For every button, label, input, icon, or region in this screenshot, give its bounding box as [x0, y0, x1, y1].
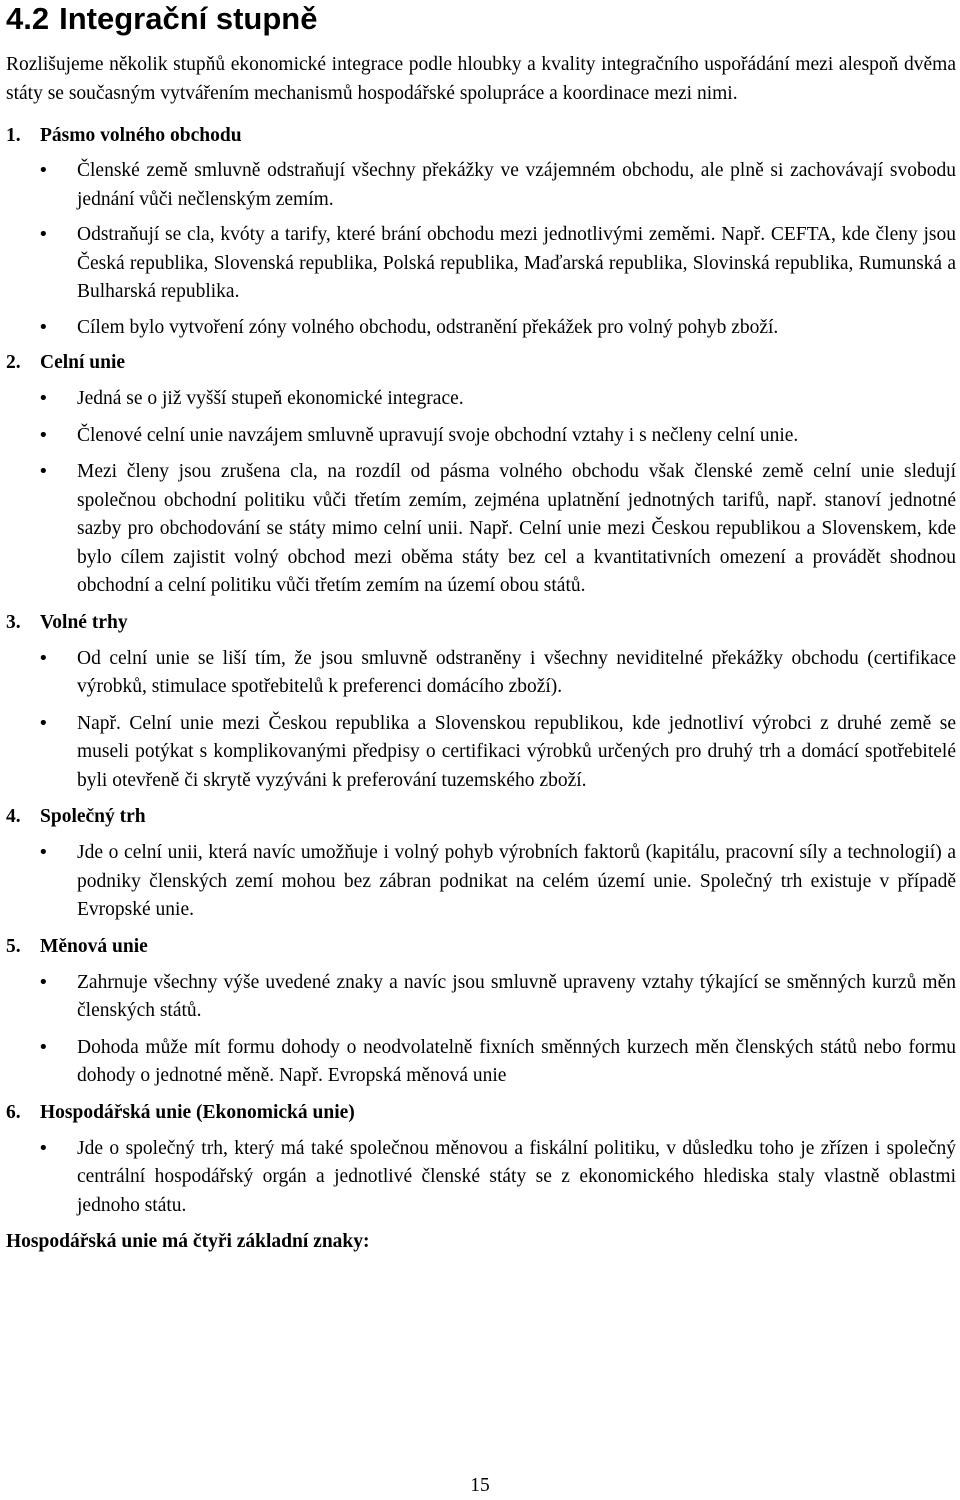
bullet-list — [6, 385, 956, 601]
list-item-text: Jde o celní unii, která navíc umožňuje i volný pohyb výrobních faktorů (kapitálu, pracovní síly a technologií) a podniky členských zemí mohou bez zábran podnikat na celém území unie. Společný trh existuje v případě Evropské unie. — [77, 842, 956, 920]
section-number: 5. — [6, 935, 21, 957]
section-number: 6. — [6, 1101, 21, 1123]
bullet-list — [6, 157, 956, 342]
list-item — [6, 221, 956, 307]
bullet-icon: • — [38, 316, 49, 338]
bullet-icon: • — [38, 160, 49, 181]
chapter-title-text: Integrační stupně — [59, 1, 318, 36]
list-item-text: Jedná se o již vyšší stupeň ekonomické integrace. — [77, 388, 464, 409]
section-title: Společný trh — [40, 806, 146, 827]
section-heading — [6, 803, 956, 831]
page-number: 15 — [470, 1475, 490, 1496]
section-number: 4. — [6, 806, 21, 827]
list-item-text: Odstraňují se cla, kvóty a tarify, které brání obchodu mezi jednotlivými zeměmi. Např. CEFTA, kde členy jsou Česká republika, Slovenská republika, Polská republika, Maďarská republika, Slovinská republika, Rumunská a Bulharská republika. — [77, 224, 956, 302]
list-item-text: Mezi členy jsou zrušena cla, na rozdíl od pásma volného obchodu však členské země celní unie sledují společnou obchodní politiku vůči třetím zemím, zejména uplatnění jednotných tarifů, např. stanoví jednotné sazby pro obchodování se státy mimo celní unii. Např. Celní unie mezi Českou republikou a Slovenskem, kde bylo cílem zajistit volný obchod mezi oběma státy bez cel a kvantitativních omezení a provádět shodnou obchodní a celní politiku vůči třetím zemím na území obou států. — [77, 461, 956, 596]
list-item-text: Zahrnuje všechny výše uvedené znaky a navíc jsou smluvně upraveny vztahy týkající se směnných kurzů měn členských států. — [77, 971, 956, 1021]
bullet-list — [6, 645, 956, 796]
section-number: 3. — [6, 611, 21, 633]
bullet-list — [6, 839, 956, 925]
chapter-title — [6, 0, 956, 38]
bullet-icon: • — [38, 647, 49, 669]
section-number: 2. — [6, 352, 21, 373]
list-item-text: Jde o společný trh, který má také společnou měnovou a fiskální politiku, v důsledku toho je zřízen i společný centrální hospodářský orgán a jednotlivé členské státy se z ekonomického hlediska staly vlastně oblastmi jednoho státu. — [77, 1137, 956, 1216]
bullet-icon: • — [38, 388, 49, 409]
bullet-icon: • — [38, 461, 49, 482]
list-item — [6, 157, 956, 214]
list-item — [6, 1034, 956, 1091]
list-item-text: Členové celní unie navzájem smluvně upravují svoje obchodní vztahy i s nečleny celní unie. — [77, 424, 799, 446]
final-heading: Hospodářská unie má čtyři základní znaky: — [6, 1231, 370, 1252]
list-item — [6, 1135, 956, 1221]
list-item — [6, 969, 956, 1026]
section-heading — [6, 349, 956, 377]
section-title: Celní unie — [40, 352, 126, 373]
list-item-text: Např. Celní unie mezi Českou republika a Slovenskou republikou, kde jednotliví výrobci z druhé země se museli potýkat s komplikovanými předpisy o certifikaci výrobků určených pro druhý trh a domácí spotřebitelé byli otevřeně či skrytě vyzýváni k preferování tuzemského zboží. — [77, 712, 956, 791]
bullet-icon: • — [38, 1036, 49, 1058]
bullet-list — [6, 1135, 956, 1221]
list-item — [6, 645, 956, 702]
list-item — [6, 839, 956, 925]
sections-container — [6, 122, 956, 1220]
list-item — [6, 458, 956, 601]
list-item-text: Od celní unie se liší tím, že jsou smluvně odstraněny i všechny neviditelné překážky obchodu (certifikace výrobků, stimulace spotřebitelů k preferenci domácího zboží). — [77, 647, 956, 697]
section-title: Pásmo volného obchodu — [40, 125, 242, 146]
list-item-text: Dohoda může mít formu dohody o neodvolatelně fixních směnných kurzech měn členských států nebo formu dohody o jednotné měně. Např. Evropská měnová unie — [77, 1036, 956, 1086]
bullet-icon: • — [38, 712, 49, 734]
bullet-icon: • — [38, 1137, 49, 1159]
bullet-icon: • — [38, 424, 49, 446]
list-item — [6, 314, 956, 343]
bullet-icon: • — [38, 971, 49, 993]
list-item-text: Cílem bylo vytvoření zóny volného obchodu, odstranění překážek pro volný pohyb zboží. — [77, 316, 779, 338]
list-item — [6, 422, 956, 451]
section-title: Volné trhy — [40, 611, 128, 633]
list-item-text: Členské země smluvně odstraňují všechny překážky ve vzájemném obchodu, ale plně si zachovávají svobodu jednání vůči nečlenským zemím. — [77, 160, 956, 210]
bullet-icon: • — [38, 842, 49, 863]
list-item — [6, 710, 956, 796]
chapter-number: 4.2 — [6, 1, 50, 36]
section-title: Hospodářská unie (Ekonomická unie) — [40, 1101, 355, 1123]
section-heading — [6, 122, 956, 150]
list-item — [6, 385, 956, 414]
bullet-list — [6, 969, 956, 1091]
section-heading — [6, 1099, 956, 1127]
section-title: Měnová unie — [40, 935, 148, 957]
section-heading — [6, 933, 956, 961]
intro-paragraph: Rozlišujeme několik stupňů ekonomické integrace podle hloubky a kvality integračního uspořádání mezi alespoň dvěma státy se současným vytvářením mechanismů hospodářské spolupráce a koordinace mezi nimi. — [6, 54, 956, 104]
section-number: 1. — [6, 125, 21, 146]
section-heading — [6, 609, 956, 637]
bullet-icon: • — [38, 224, 49, 245]
